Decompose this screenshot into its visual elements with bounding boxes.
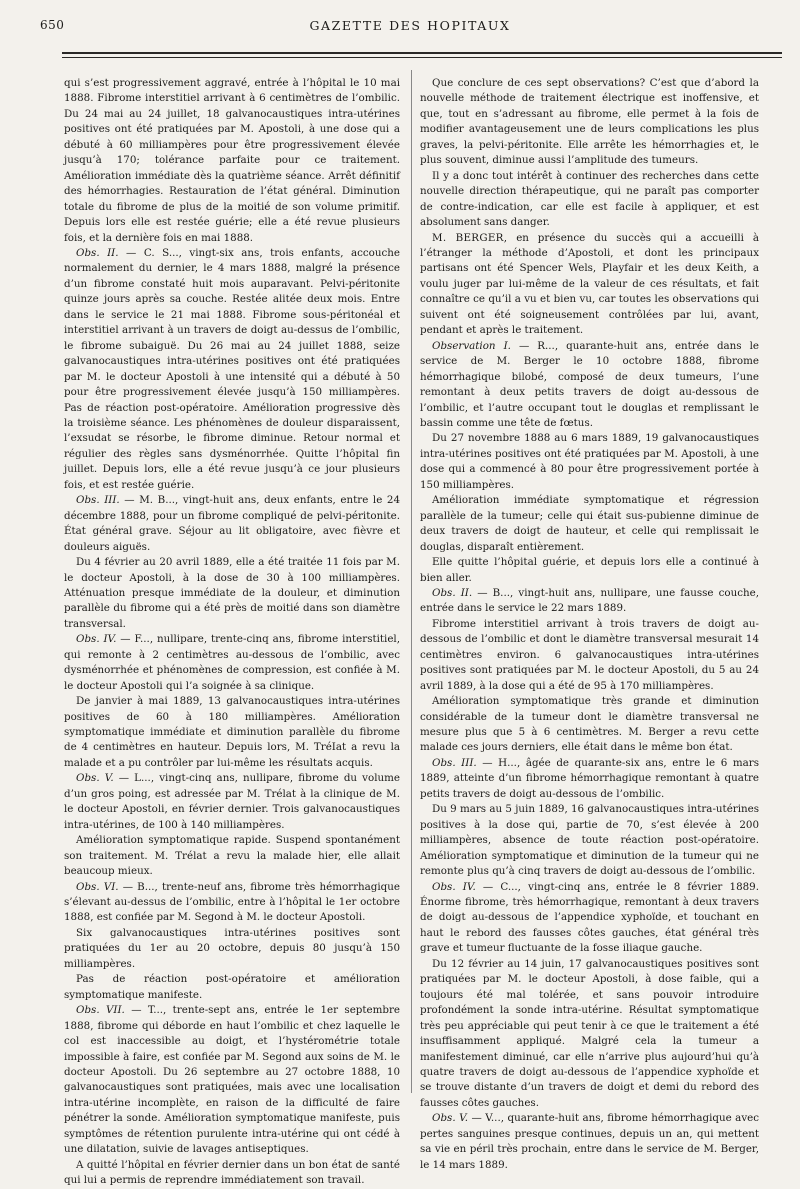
paragraph: Elle quitte l’hôpital guérie, et depuis lors elle a continué à bien aller. xyxy=(420,556,759,584)
paragraph: Fibrome interstitiel arrivant à trois travers de doigt au-dessous de l’ombilic et dont le diamètre transversal mesurait 14 centimètres environ. 6 galvanocaustiques intra-utérines positives sont pratiquées par M. le docteur Apostoli, du 5 au 24 avril 1889, à la dose qui a été de 95 à 170 milliampères. xyxy=(420,617,759,692)
observation-paragraph xyxy=(64,246,400,493)
paragraph: Du 27 novembre 1888 au 6 mars 1889, 19 galvanocaustiques intra-utérines positives ont été pratiquées par M. Apostoli, à une dose qui a commencé à 80 pour être progressivement portée à 150 milliampères. xyxy=(420,432,759,491)
observation-text: — H..., âgée de quarante-six ans, entre le 6 mars 1889, atteinte d’un fibrome hémorrhagique remontant à quatre petits travers de doigt au-dessous de l’ombilic. xyxy=(420,756,760,800)
observation-text: — F..., nullipare, trente-cinq ans, fibrome interstitiel, qui remonte à 2 centimètres au-dessous de l’ombilic, avec dysménorrhée et phénomènes de compression, est confiée à M. le docteur Apostoli qui l’a soignée à sa clinique. xyxy=(64,633,400,692)
observation-label: Obs. II. xyxy=(432,586,473,599)
observation-text: — R..., quarante-huit ans, entrée dans le service de M. Berger le 10 octobre 1888, fibrome hémorrhagique bilobé, composé de deux tumeurs, l’une remontant à deux petits travers de doigt au-dessous de l’ombilic, et l’autre occupant tout le douglas et remplissant le bassin comme une tête de fœtus. xyxy=(420,339,759,429)
observation-text: — C..., vingt-cinq ans, entrée le 8 février 1889. Énorme fibrome, très hémorrhagique, remontant à deux travers de doigt au-dessous de l’appendice xyphoïde, et touchant en haut le rebord des fausses côtes gauches, état général très grave et tumeur fluctuante de la fosse iliaque gauche. xyxy=(420,880,759,955)
speaker-text: en présence du succès qui a accueilli à l’étranger la méthode d’Apostoli, et dont les principaux partisans ont été Spencer Wels, Playfair et les deux Keith, a voulu juger par lui-même de la valeur de ces résultats, et fait connaître ce qu’il a vu et bien vu, car toutes les observations qui suivent ont été soigneusement contrôlées par lui, avant, pendant et après le traitement. xyxy=(420,231,759,337)
observation-paragraph xyxy=(64,880,400,926)
paragraph: Il y a donc tout intérêt à continuer des recherches dans cette nouvelle direction thérapeutique, qui ne paraît pas comporter de contre-indication, car elle est facile à appliquer, et est absolument sans danger. xyxy=(420,169,759,229)
observation-label: Obs. VII. xyxy=(76,1004,125,1017)
paragraph: A quitté l’hôpital en février dernier dans un bon état de santé qui lui a permis de reprendre immédiatement son travail. xyxy=(64,1158,400,1187)
observation-label: Obs. IV. xyxy=(432,880,476,893)
paragraph: Amélioration symptomatique très grande et diminution considérable de la tumeur dont le diamètre transversal ne mesure plus que 5 à 6 centimètres. M. Berger a revu cette malade ces jours derniers, elle était dans le même bon état. xyxy=(420,695,759,754)
observation-paragraph xyxy=(64,493,400,555)
right-column xyxy=(420,76,759,1173)
journal-title: GAZETTE DES HOPITAUX xyxy=(309,18,511,33)
observation-text: — L..., vingt-cinq ans, nullipare, fibrome du volume d’un gros poing, est adressée par M. Trélat à la clinique de M. le docteur Apostoli, en février dernier. Trois galvanocaustiques intra-utérines, de 100 à 140 milliampères. xyxy=(64,772,400,831)
observation-label: Observation I. xyxy=(432,339,511,352)
page-number: 650 xyxy=(40,18,65,32)
observation-label: Obs. II. xyxy=(76,246,119,259)
paragraph: Amélioration immédiate symptomatique et régression parallèle de la tumeur; celle qui était sus-pubienne diminue de deux travers de doigt de hauteur, et celle qui remplissait le douglas, disparaît entièrement. xyxy=(420,494,759,553)
paragraph: Du 4 février au 20 avril 1889, elle a été traitée 11 fois par M. le docteur Apostoli, à la dose de 30 à 100 milliampères. Atténuation presque immédiate de la douleur, et diminution parallèle du fibrome qui a été près de moitié dans son diamètre transversal. xyxy=(64,556,400,630)
observation-paragraph xyxy=(64,1003,400,1158)
observation-label: Obs. IV. xyxy=(76,633,117,646)
paragraph: Du 9 mars au 5 juin 1889, 16 galvanocaustiques intra-utérines positives à la dose qui, partie de 70, s’est élevée à 200 milliampères, absence de toute réaction post-opératoire. Amélioration symptomatique et diminution de la tumeur qui ne remonte plus qu’à cinq travers de doigt au-dessous de l’ombilic. xyxy=(420,803,760,878)
observation-label: Obs. III. xyxy=(76,494,120,507)
observation-paragraph xyxy=(420,756,759,802)
observation-paragraph xyxy=(64,771,400,833)
observation-text: — M. B..., vingt-huit ans, deux enfants, entre le 24 décembre 1888, pour un fibrome compliqué de pelvi-péritonite. État général grave. Séjour au lit obligatoire, avec fièvre et douleurs aiguës. xyxy=(64,494,400,553)
observation-label: Obs. VI. xyxy=(76,880,119,893)
observation-text: — C. S..., vingt-six ans, trois enfants, accouche normalement du dernier, le 4 mars 1888, malgré la présence d’un fibrome constaté huit mois auparavant. Pelvi-péritonite quinze jours après sa couche. Restée alitée deux mois. Entre dans le service le 21 mai 1888. Fibrome sous-péritonéal et interstitiel arrivant à un travers de doigt au-dessus de l’ombilic, le fibrome subaiguë. Du 26 mai au 24 juillet 1888, seize galvanocaustiques intra-utérines positives ont été pratiquées par M. le docteur Apostoli à une intensité qui a débuté à 50 pour être progressivement élevée jusqu’à 150 milliampères. Pas de réaction post-opératoire. Amélioration progressive dès la troisième séance. Les phénomènes de douleur disparaissent, l’exsudat se résorbe, le fibrome diminue. Retour normal et régulier des règles sans dysménorrhée. Quitte l’hôpital fin juillet. Depuis lors, elle a été revue jusqu’à ce jour plusieurs fois, et est restée guérie. xyxy=(64,246,400,491)
paragraph: De janvier à mai 1889, 13 galvanocaustiques intra-utérines positives de 60 à 180 milliampères. Amélioration symptomatique immédiate et diminution parallèle du fibrome de 4 centimètres en hauteur. Depuis lors, M. TréIat a revu la malade et a pu contrôler par lui-même les résultats acquis. xyxy=(64,695,400,769)
observation-paragraph xyxy=(420,586,759,617)
left-column xyxy=(64,76,400,1189)
observation-label: Obs. V. xyxy=(432,1112,468,1125)
speaker-paragraph xyxy=(420,231,759,339)
column-divider xyxy=(411,70,412,1093)
paragraph: Du 12 février au 14 juin, 17 galvanocaustiques positives sont pratiquées par M. le docteur Apostoli, à dose faible, qui a toujours été mal tolérée, et sans pouvoir introduire profondément la sonde intra-utérine. Résultat symptomatique très peu appréciable qui peut tenir à ce que le traitement a été insuffisamment appliqué. Malgré cela la tumeur a manifestement diminué, car elle n’arrive plus aujourd’hui qu’à quatre travers de doigt au-dessous de l’appendice xyphoïde et se trouve distante d’un travers de doigt et demi du rebord des fausses côtes gauches. xyxy=(420,957,759,1109)
page-header xyxy=(40,10,780,36)
observation-text: — B..., trente-neuf ans, fibrome très hémorrhagique s’élevant au-dessus de l’ombilic, entre à l’hôpital le 1er octobre 1888, est confiée par M. Segond à M. le docteur Apostoli. xyxy=(64,880,400,924)
paragraph: Six galvanocaustiques intra-utérines positives sont pratiquées du 1er au 20 octobre, depuis 80 jusqu’à 150 milliampères. xyxy=(64,926,400,970)
paragraph: qui s’est progressivement aggravé, entrée à l’hôpital le 10 mai 1888. Fibrome interstitiel arrivant à 6 centimètres de l’ombilic. Du 24 mai au 24 juillet, 18 galvanocaustiques intra-utérines positives ont été pratiquées par M. Apostoli, à une dose qui a débuté à 60 milliampères pour être progressivement élevée jusqu’à 170; tolérance parfaite pour ce traitement. Amélioration immédiate dès la quatrième séance. Arrêt définitif des hémorrhagies. Restauration de l’état général. Diminution totale du fibrome de plus de la moitié de son volume primitif. Depuis lors elle est restée guérie; elle a été revue plusieurs fois, et la dernière fois en mai 1888. xyxy=(64,77,400,244)
header-rule-thin xyxy=(62,57,782,58)
observation-label: Obs. III. xyxy=(432,756,477,769)
speaker-name: M. BERGER, xyxy=(432,231,508,244)
observation-paragraph xyxy=(420,880,759,957)
observation-paragraph xyxy=(420,339,759,432)
observation-label: Obs. V. xyxy=(76,772,114,785)
paragraph: Pas de réaction post-opératoire et amélioration symptomatique manifeste. xyxy=(64,973,400,1001)
paragraph: Amélioration symptomatique rapide. Suspend spontanément son traitement. M. Trélat a revu la malade hier, elle allait beaucoup mieux. xyxy=(64,834,400,878)
observation-paragraph xyxy=(420,1111,759,1173)
observation-text: — B..., vingt-huit ans, nullipare, une fausse couche, entrée dans le service le 22 mars 1889. xyxy=(420,586,759,615)
header-rule-thick xyxy=(62,52,782,54)
paragraph: Que conclure de ces sept observations? C’est que d’abord la nouvelle méthode de traitement électrique est inoffensive, et que, tout en s’adressant au fibrome, elle permet à la fois de modifier avantageusement une de leurs complications les plus graves, la pelvi-péritonite. Elle arrête les hémorrhagies et, le plus souvent, diminue aussi l’amplitude des tumeurs. xyxy=(420,77,759,167)
observation-text: — V..., quarante-huit ans, fibrome hémorrhagique avec pertes sanguines presque continues, depuis un an, qui mettent sa vie en péril très prochain, entre dans le service de M. Berger, le 14 mars 1889. xyxy=(420,1112,760,1171)
observation-text: — T..., trente-sept ans, entrée le 1er septembre 1888, fibrome qui déborde en haut l’ombilic et chez laquelle le col est inaccessible au doigt, et l’hystérométrie totale impossible à faire, est confiée par M. Segond aux soins de M. le docteur Apostoli. Du 26 septembre au 27 octobre 1888, 10 galvanocaustiques sont pratiquées, mais avec une localisation intra-utérine incomplète, en raison de la difficulté de faire pénétrer la sonde. Amélioration symptomatique manifeste, puis symptômes de rétention purulente intra-utérine qui ont cédé à une dilatation, suivie de lavages antiseptiques. xyxy=(64,1004,400,1156)
observation-paragraph xyxy=(64,632,400,694)
